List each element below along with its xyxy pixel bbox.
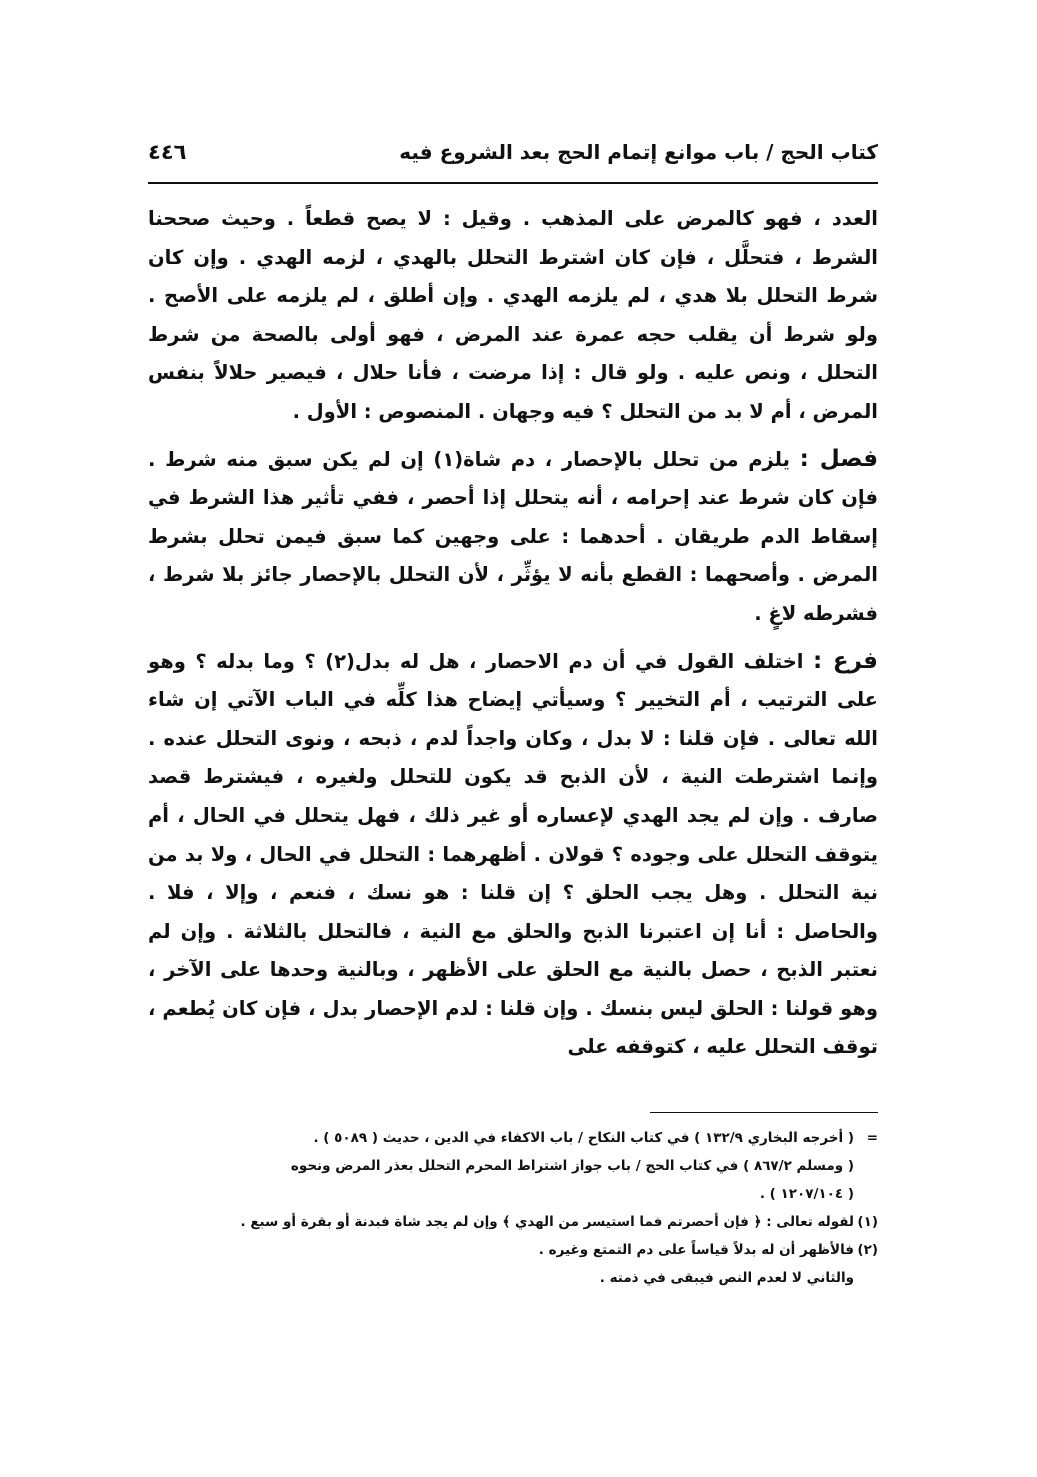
footnote-text: ( ١٢٠٧/١٠٤ ) . [759, 1186, 854, 1202]
paragraph [148, 200, 878, 432]
footnote-line [148, 1124, 878, 1152]
continuation-mark: = [866, 1130, 878, 1146]
footnote-text: فالأظهر أن له بدلاً قياساً على دم التمتع وغيره . [538, 1242, 854, 1258]
footnote-text: ( ومسلم ٨٦٧/٢ ) في كتاب الحج / باب جواز اشتراط المحرم التحلل بعذر المرض ونحوه [290, 1158, 854, 1174]
paragraph [148, 642, 878, 1068]
footnote-line [148, 1264, 878, 1292]
footnote-line [148, 1152, 878, 1180]
paragraph [148, 440, 878, 634]
paragraph-text: اختلف القول في أن دم الاحصار ، هل له بدل(٢) ؟ وما بدله ؟ وهو على الترتيب ، أم التخيير ؟ وسيأتي إيضاح هذا كلِّه في الباب الآتي إن شاء الله تعالى . فإن قلنا : لا بدل ، وكان واجداً لدم ، ذبحه ، ونوى التحلل عنده . وإنما اشترطت النية ، لأن الذبح قد يكون للتحلل ولغيره ، فيشترط قصد صارف . وإن لم يجد الهدي لإعساره أو غير ذلك ، فهل يتحلل في الحال ، أم يتوقف التحلل على وجوده ؟ قولان . أظهرهما : التحلل في الحال ، ولا بد من نية التحلل . وهل يجب الحلق ؟ إن قلنا : هو نسك ، فنعم ، وإلا ، فلا . والحاصل : أنا إن اعتبرنا الذبح والحلق مع النية ، فالتحلل بالثلاثة . وإن لم نعتبر الذبح ، حصل بالنية مع الحلق على الأظهر ، وبالنية وحدها على الآخر ، وهو قولنا : الحلق ليس بنسك . وإن قلنا : لدم الإحصار بدل ، فإن كان يُطعم ، توقف التحلل عليه ، كتوقفه على [148, 649, 878, 1059]
footnotes [148, 1124, 878, 1292]
header-title: كتاب الحج / باب موانع إتمام الحج بعد الشروع فيه [399, 140, 878, 164]
main-text [148, 200, 878, 1067]
running-header [148, 136, 878, 178]
header-divider [148, 182, 878, 184]
footnote-line [148, 1236, 878, 1264]
page-number: ٤٤٦ [148, 140, 187, 164]
paragraph-text: يلزم من تحلل بالإحصار ، دم شاة(١) إن لم يكن سبق منه شرط . فإن كان شرط عند إحرامه ، أنه يتحلل إذا أحصر ، ففي تأثير هذا الشرط في إسقاط الدم طريقان . أحدهما : على وجهين كما سبق فيمن تحلل بشرط المرض . وأصحهما : القطع بأنه لا يؤثِّر ، لأن التحلل بالإحصار جائز بلا شرط ، فشرطه لاغٍ . [148, 447, 878, 625]
footnote-text: والثاني لا لعدم النص فيبقى في ذمته . [599, 1270, 854, 1286]
footnote-line [148, 1180, 878, 1208]
footnote-text: ( أخرجه البخاري ١٣٢/٩ ) في كتاب النكاح / باب الاكفاء في الدين ، حديث ( ٥٠٨٩ ) . [313, 1130, 854, 1146]
footnote-line [148, 1208, 878, 1236]
footnote-number: (١) [857, 1214, 878, 1230]
section-heading: فصل : [799, 445, 878, 472]
section-heading: فرع : [813, 647, 878, 674]
footnote-text: لقوله تعالى : ﴿ فإن أحصرتم فما استيسر من الهدي ﴾ وإن لم يجد شاة فبدنة أو بقرة أو سبع . [240, 1214, 854, 1230]
footnote-divider [650, 1112, 878, 1113]
footnote-number: (٢) [857, 1242, 878, 1258]
paragraph-text: العدد ، فهو كالمرض على المذهب . وقيل : لا يصح قطعاً . وحيث صححنا الشرط ، فتحلَّل ، فإن كان اشترط التحلل بالهدي ، لزمه الهدي . وإن كان شرط التحلل بلا هدي ، لم يلزمه الهدي . وإن أطلق ، لم يلزمه على الأصح . ولو شرط أن يقلب حجه عمرة عند المرض ، فهو أولى بالصحة من شرط التحلل ، ونص عليه . ولو قال : إذا مرضت ، فأنا حلال ، فيصير حلالاً بنفس المرض ، أم لا بد من التحلل ؟ فيه وجهان . المنصوص : الأول . [148, 207, 878, 423]
